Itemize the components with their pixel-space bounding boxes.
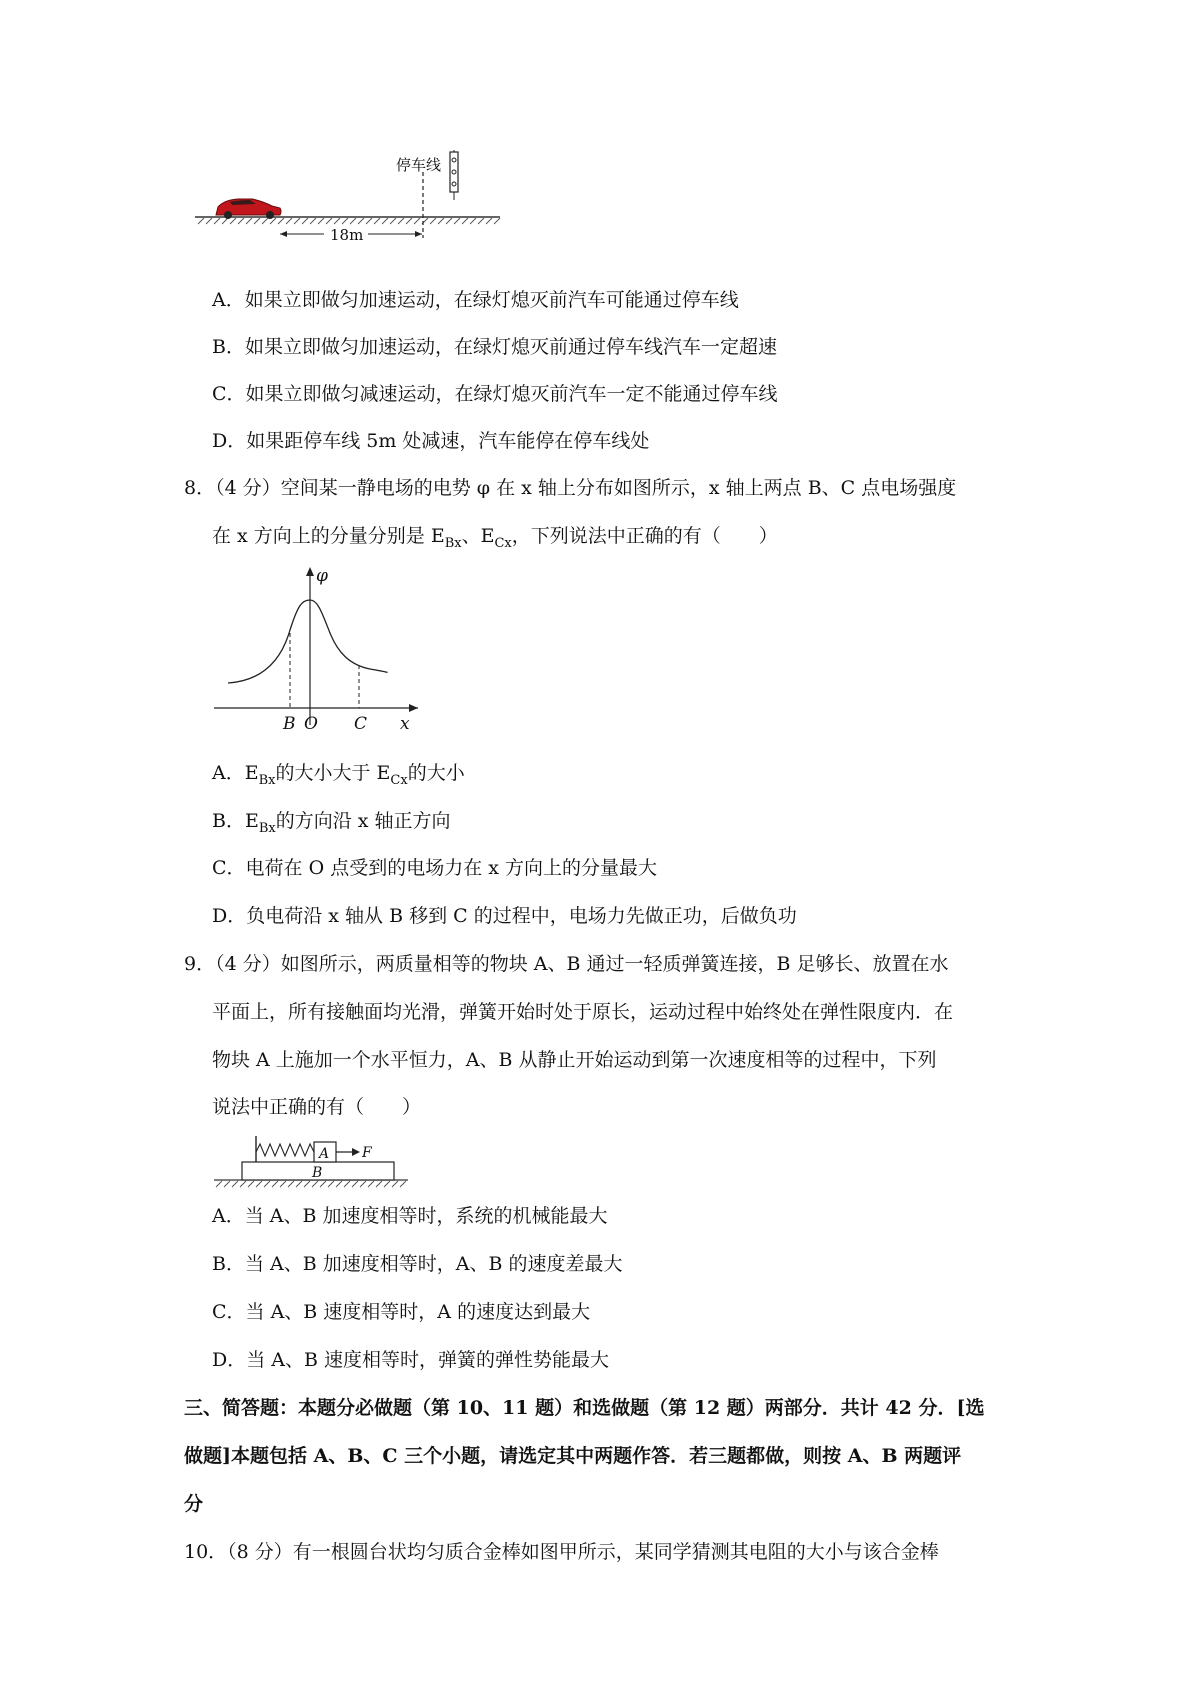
x-axis-label: x: [400, 714, 410, 734]
q9-stem-line3: 物块 A 上施加一个水平恒力，A、B 从静止开始运动到第一次速度相等的过程中，下列: [212, 1049, 937, 1071]
q8-option-b: B．$E_{Bx}$的方向沿 x 轴正方向: [212, 810, 451, 836]
traffic-light-icon: [450, 150, 458, 200]
q10-stem-line1: 10．（8 分）有一根圆台状均匀质合金棒如图甲所示，某同学猜测其电阻的大小与该合金棒: [184, 1541, 939, 1563]
q7-option-d: D．如果距停车线 5m 处减速，汽车能停在停车线处: [212, 430, 650, 452]
car-icon: [216, 199, 281, 219]
q9-option-a: A．当 A、B 加速度相等时，系统的机械能最大: [212, 1205, 608, 1227]
b-point-label: B: [283, 714, 296, 734]
potential-curve-figure: [210, 565, 430, 735]
q8-option-a: A．$E_{Bx}$的大小大于 $E_{Cx}$的大小: [212, 762, 465, 788]
block-a-label: A: [319, 1146, 330, 1162]
spring-block-figure: [212, 1130, 412, 1192]
section3-heading-line1: 三、简答题：本题分必做题（第 10、11 题）和选做题（第 12 题）两部分．共计 42 分．[选: [184, 1397, 985, 1419]
potential-curve: [228, 600, 387, 683]
c-point-label: C: [354, 714, 368, 734]
q8-stem-line1: 8．（4 分）空间某一静电场的电势 φ 在 x 轴上分布如图所示，x 轴上两点 B、C 点电场强度: [184, 477, 957, 499]
q9-stem-line4: 说法中正确的有（ ）: [212, 1096, 422, 1118]
q7-option-b: B．如果立即做匀加速运动，在绿灯熄灭前通过停车线汽车一定超速: [212, 336, 777, 358]
ground-hatching: [198, 218, 500, 224]
o-point-label: O: [304, 714, 318, 734]
car-stop-line-figure: [190, 140, 510, 250]
phi-axis-arrow: [306, 567, 314, 576]
q8-stem-line2: 在 x 方向上的分量分别是 $E_{Bx}$、$E_{Cx}$，下列说法中正确的有（ ）: [212, 525, 778, 551]
q8-option-d: D．负电荷沿 x 轴从 B 移到 C 的过程中，电场力先做正功，后做负功: [212, 905, 797, 927]
section3-heading-line3: 分: [184, 1493, 204, 1515]
q9-stem-line1: 9．（4 分）如图所示，两质量相等的物块 A、B 通过一轻质弹簧连接，B 足够长、放置在水: [184, 953, 949, 975]
force-label: F: [362, 1145, 372, 1161]
stop-line-label: 停车线: [396, 156, 442, 174]
block-b-label: B: [312, 1165, 323, 1181]
q9-option-c: C．当 A、B 速度相等时，A 的速度达到最大: [212, 1301, 591, 1323]
force-arrowhead: [352, 1148, 360, 1156]
spring-icon: [256, 1144, 314, 1156]
q7-option-a: A．如果立即做匀加速运动，在绿灯熄灭前汽车可能通过停车线: [212, 289, 739, 311]
q9-option-b: B．当 A、B 加速度相等时，A、B 的速度差最大: [212, 1253, 623, 1275]
q9-stem-line2: 平面上，所有接触面均光滑，弹簧开始时处于原长，运动过程中始终处在弹性限度内．在: [212, 1001, 954, 1023]
q9-option-d: D．当 A、B 速度相等时，弹簧的弹性势能最大: [212, 1349, 609, 1371]
x-axis-arrow: [409, 704, 418, 712]
q7-option-c: C．如果立即做匀减速运动，在绿灯熄灭前汽车一定不能通过停车线: [212, 383, 778, 405]
ground-hatching: [216, 1181, 406, 1187]
q8-option-c: C．电荷在 O 点受到的电场力在 x 方向上的分量最大: [212, 857, 657, 879]
phi-axis-label: φ: [316, 566, 328, 586]
distance-label: 18m: [330, 226, 364, 244]
section3-heading-line2: 做题]本题包括 A、B、C 三个小题，请选定其中两题作答．若三题都做，则按 A、B 两题评: [184, 1445, 962, 1467]
